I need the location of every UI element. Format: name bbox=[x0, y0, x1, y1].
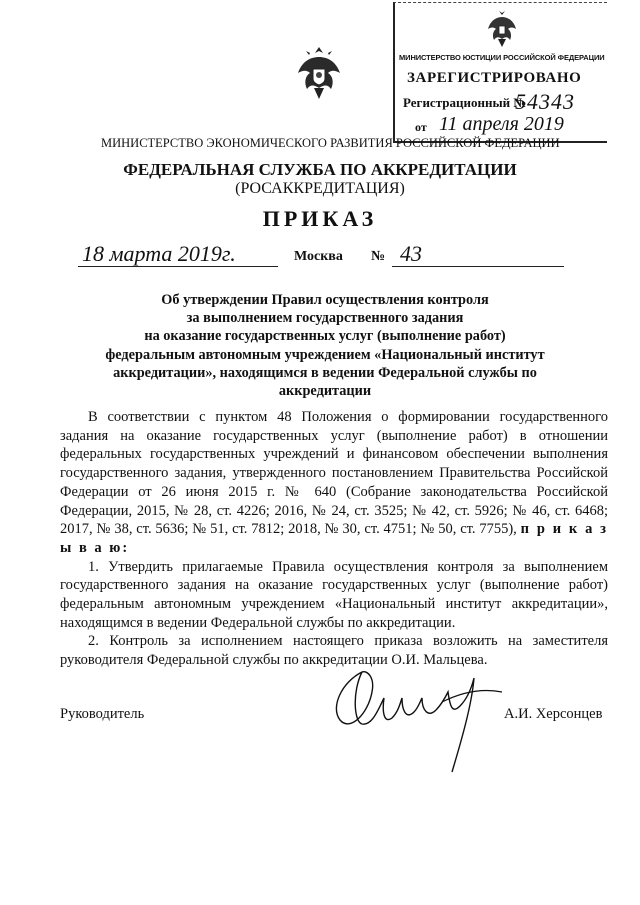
order-body bbox=[60, 408, 608, 670]
title-line: аккредитации», находящимся в ведении Федеральной службы по bbox=[113, 364, 537, 381]
title-line: аккредитации bbox=[278, 383, 372, 400]
order-date: 18 марта 2019г. bbox=[82, 241, 236, 266]
service-name: ФЕДЕРАЛЬНАЯ СЛУЖБА ПО АККРЕДИТАЦИИ bbox=[123, 160, 517, 179]
preamble-text: В соответствии с пунктом 48 Положения о формировании государственного задания на оказание государственных услуг (выполнение работ) в отношении федеральных государственных учреждений и финансовом обеспечении выполнения государственного задания, утвержденного постановлением Правительства Российской Федерации от 26 июня 2015 г. № 640 (Собрание законодательства Российской Федерации, 2015, № 28, ст. 4226; 2016, № 24, ст. 3525; № 42, ст. 5926; № 46, ст. 6468; 2017, № 38, ст. 5636; № 51, ст. 7812; 2018, № 30, ст. 4751; № 50, ст. 7755), bbox=[60, 409, 608, 538]
order-colon: : bbox=[122, 539, 130, 556]
order-word: п р и к а з ы в а ю bbox=[60, 521, 608, 556]
signature-icon bbox=[322, 662, 512, 782]
stamp-registered: ЗАРЕГИСТРИРОВАНО bbox=[407, 70, 582, 86]
title-line: за выполнением государственного задания bbox=[186, 310, 464, 327]
number-label: № bbox=[371, 249, 386, 264]
signer-title: Руководитель bbox=[60, 706, 145, 722]
registration-stamp bbox=[393, 2, 607, 143]
preamble-paragraph bbox=[60, 408, 608, 558]
item-1-paragraph: 1. Утвердить прилагаемые Правила осуществления контроля за выполнением государственного задания на оказание государственных услуг (выполнение работ) федеральным автономным учреждением «Национальный институт аккредитации», находящимся в ведении Федеральной службы по аккредитации. bbox=[60, 558, 608, 631]
number-underline bbox=[392, 266, 564, 267]
city: Москва bbox=[294, 249, 343, 264]
stamp-regnum-label: Регистрационный № bbox=[403, 95, 527, 110]
document-type: ПРИКАЗ bbox=[262, 206, 378, 231]
eagle-emblem-icon bbox=[485, 9, 519, 49]
stamp-regnum-value: 54343 bbox=[515, 89, 575, 114]
service-short-name: (РОСАККРЕДИТАЦИЯ) bbox=[235, 180, 405, 197]
title-line: Об утверждении Правил осуществления контроля bbox=[161, 292, 489, 308]
order-number: 43 bbox=[400, 241, 422, 266]
order-title bbox=[60, 291, 590, 400]
stamp-date-label: от bbox=[415, 120, 427, 134]
stamp-ministry: МИНИСТЕРСТВО ЮСТИЦИИ РОССИЙСКОЙ ФЕДЕРАЦИИ bbox=[399, 53, 605, 62]
date-underline bbox=[78, 266, 278, 267]
item-2-paragraph: 2. Контроль за исполнением настоящего приказа возложить на заместителя руководителя Федеральной службы по аккредитации О.И. Мальцева. bbox=[60, 633, 608, 669]
title-line: на оказание государственных услуг (выполнение работ) bbox=[144, 328, 506, 345]
title-line: федеральным автономным учреждением «Национальный институт bbox=[105, 346, 545, 363]
stamp-date-value: 11 апреля 2019 bbox=[439, 113, 564, 135]
signer-name: А.И. Херсонцев bbox=[504, 706, 603, 722]
ministry-line: МИНИСТЕРСТВО ЭКОНОМИЧЕСКОГО РАЗВИТИЯ РОССИЙСКОЙ ФЕДЕРАЦИИ bbox=[101, 136, 560, 150]
coat-of-arms-icon bbox=[295, 45, 343, 101]
